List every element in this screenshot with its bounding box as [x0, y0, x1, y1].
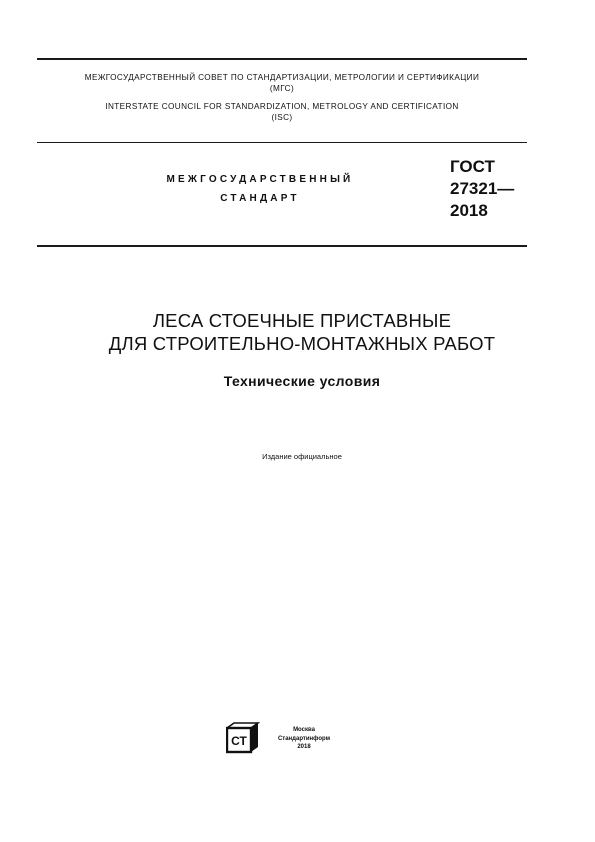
top-rule	[37, 58, 527, 60]
council-en-line2: (ISC)	[271, 113, 293, 122]
document-subtitle: Технические условия	[223, 373, 381, 389]
bottom-rule	[37, 245, 527, 247]
publisher-imprint	[262, 726, 346, 752]
title-line2: ДЛЯ СТРОИТЕЛЬНО-МОНТАЖНЫХ РАБОТ	[108, 333, 496, 354]
designation-year: 2018	[450, 201, 488, 220]
standard-type	[110, 170, 410, 208]
designation-prefix: ГОСТ	[450, 157, 495, 176]
middle-rule	[37, 142, 527, 143]
standard-type-line2: СТАНДАРТ	[220, 193, 300, 204]
council-name-ru	[37, 72, 527, 94]
logo-text: СТ	[231, 734, 247, 748]
standard-type-line1: МЕЖГОСУДАРСТВЕННЫЙ	[166, 174, 354, 185]
council-en-line1: INTERSTATE COUNCIL FOR STANDARDIZATION, METROLOGY AND CERTIFICATION	[105, 102, 459, 111]
designation-number: 27321—	[450, 179, 515, 198]
publisher-year: 2018	[297, 744, 311, 750]
publisher-city: Москва	[293, 727, 315, 733]
document-title	[37, 309, 567, 355]
council-name-en	[37, 101, 527, 123]
title-line1: ЛЕСА СТОЕЧНЫЕ ПРИСТАВНЫЕ	[152, 310, 452, 331]
council-ru-line1: МЕЖГОСУДАРСТВЕННЫЙ СОВЕТ ПО СТАНДАРТИЗАЦИИ, МЕТРОЛОГИИ И СЕРТИФИКАЦИИ	[84, 73, 480, 82]
standard-designation	[450, 156, 514, 222]
council-ru-line2: (МГС)	[269, 84, 295, 93]
publisher-name: Стандартинформ	[277, 735, 331, 742]
standartinform-logo-icon	[226, 722, 260, 756]
edition-note: Издание официальное	[262, 452, 342, 461]
